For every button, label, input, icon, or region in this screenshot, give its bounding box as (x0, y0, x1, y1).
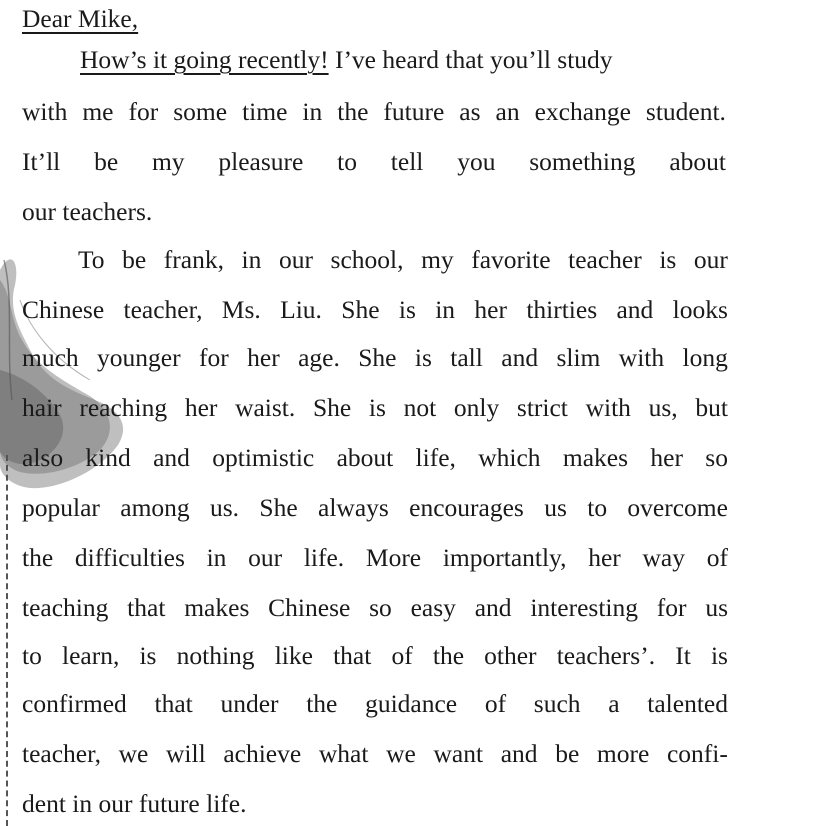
word: like (274, 641, 313, 670)
word: a (608, 689, 620, 718)
word: more (596, 739, 650, 768)
letter-line-16: dent in our future life. (22, 789, 247, 818)
word: we (118, 739, 149, 768)
letter-line-8 (22, 393, 728, 423)
word: for (656, 593, 687, 622)
word: that (333, 641, 372, 670)
word: with (22, 97, 68, 126)
word: to (587, 493, 608, 522)
word: so (369, 593, 392, 622)
word: with (585, 393, 631, 422)
word: looks (672, 295, 728, 324)
word: age. (298, 343, 340, 372)
word: time (242, 97, 288, 126)
word: teacher, (22, 739, 101, 768)
word: not (403, 393, 437, 422)
word: is (659, 245, 677, 274)
word: To (78, 245, 105, 274)
word: to (22, 641, 42, 670)
word: and (501, 343, 539, 372)
word: younger (97, 343, 181, 372)
word: confi- (666, 739, 728, 768)
word: her (650, 443, 683, 472)
letter-line-14 (22, 689, 728, 719)
letter-line-9 (22, 443, 728, 473)
word: interesting (530, 593, 638, 622)
letter-line-11 (22, 543, 728, 573)
word: and (153, 443, 190, 472)
word: as (459, 97, 481, 126)
word: life. (303, 543, 345, 572)
word: but (695, 393, 728, 422)
word: with (618, 343, 665, 372)
word: my (151, 147, 185, 176)
word: future (383, 97, 445, 126)
word: waist. (235, 393, 296, 422)
word: More (365, 543, 422, 572)
word: easy (410, 593, 456, 622)
word: for (199, 343, 229, 372)
word: her (474, 295, 507, 324)
salutation-text: Dear Mike, (22, 4, 139, 33)
word: teachers’. (556, 641, 656, 670)
word: nothing (176, 641, 255, 670)
letter-line-4: our teachers. (22, 197, 153, 226)
word: tell (390, 147, 424, 176)
letter-line-15 (22, 739, 728, 769)
word: kind (85, 443, 131, 472)
letter-line-2 (22, 97, 726, 127)
word: something (529, 147, 636, 176)
word: way (642, 543, 685, 572)
word: reaching (79, 393, 168, 422)
word: our (693, 245, 728, 274)
word: She (259, 493, 298, 522)
word: so (705, 443, 728, 472)
word: me (82, 97, 114, 126)
letter-line-3 (22, 147, 726, 177)
word: hair (22, 393, 62, 422)
word: some (173, 97, 228, 126)
word: learn, (61, 641, 120, 670)
dashed-margin-line (6, 455, 8, 826)
word: It’ll (22, 147, 61, 176)
word: strict (516, 393, 568, 422)
word: be (555, 739, 580, 768)
word: Chinese (22, 295, 105, 324)
word: teacher (568, 245, 642, 274)
word: us (705, 593, 728, 622)
word: of (484, 689, 507, 718)
salutation (22, 4, 138, 34)
word: in (206, 543, 227, 572)
word: her (247, 343, 280, 372)
line-1-rest: I’ve heard that you’ll study (328, 45, 613, 74)
word: my (421, 245, 454, 274)
word: the (337, 97, 369, 126)
word: makes (184, 593, 250, 622)
word: It (675, 641, 691, 670)
word: which (478, 443, 541, 472)
word: achieve (223, 739, 302, 768)
word: exchange (534, 97, 631, 126)
word: She (358, 343, 397, 372)
letter-line-5 (78, 245, 728, 275)
word: in (302, 97, 323, 126)
word: that (127, 593, 166, 622)
word: of (391, 641, 413, 670)
word: guidance (365, 689, 458, 718)
word: about (669, 147, 726, 176)
word: and (616, 295, 654, 324)
word: also (22, 443, 64, 472)
word: school, (330, 245, 404, 274)
word: student. (645, 97, 726, 126)
word: difficulties (74, 543, 185, 572)
word: be (122, 245, 147, 274)
word: and (500, 739, 538, 768)
word: is (710, 641, 728, 670)
word: under (220, 689, 279, 718)
word: for (128, 97, 159, 126)
word: our (278, 245, 313, 274)
word: the (306, 689, 338, 718)
word: talented (647, 689, 728, 718)
word: that (154, 689, 193, 718)
word: slim (556, 343, 601, 372)
word: her (588, 543, 621, 572)
word: always (318, 493, 389, 522)
word: among (120, 493, 190, 522)
word: pleasure (218, 147, 304, 176)
word: is (398, 295, 416, 324)
word: us, (648, 393, 678, 422)
word: is (414, 343, 432, 372)
word: other (484, 641, 537, 670)
word: such (533, 689, 581, 718)
word: the (22, 543, 54, 572)
word: will (166, 739, 206, 768)
word: want (433, 739, 484, 768)
word: only (453, 393, 500, 422)
word: teacher, (123, 295, 203, 324)
word: and (474, 593, 512, 622)
word: encourages (409, 493, 524, 522)
word: to (337, 147, 357, 176)
word: our (248, 543, 283, 572)
word: we (386, 739, 416, 768)
word: her (184, 393, 218, 422)
letter-line-6 (22, 295, 728, 325)
word: favorite (471, 245, 551, 274)
word: Chinese (268, 593, 351, 622)
word: much (22, 343, 79, 372)
word: is (139, 641, 157, 670)
letter-line-12 (22, 593, 728, 623)
word: popular (22, 493, 100, 522)
letter-line-1 (80, 45, 726, 75)
word: She (312, 393, 352, 422)
word: in (435, 295, 456, 324)
letter-line-7 (22, 343, 728, 373)
letter-line-13 (22, 641, 728, 671)
word: importantly, (442, 543, 567, 572)
word: us (544, 493, 567, 522)
word: tall (450, 343, 483, 372)
word: of (706, 543, 728, 572)
word: long (682, 343, 728, 372)
letter-line-10 (22, 493, 728, 523)
word: you (457, 147, 496, 176)
word: frank, (163, 245, 224, 274)
word: She (341, 295, 380, 324)
word: overcome (627, 493, 728, 522)
word: is (368, 393, 386, 422)
word: us. (210, 493, 240, 522)
word: Ms. (221, 295, 261, 324)
word: about (336, 443, 394, 472)
word: thirties (526, 295, 598, 324)
word: confirmed (22, 689, 127, 718)
word: be (94, 147, 119, 176)
underlined-greeting: How’s it going recently! (80, 45, 329, 74)
word: optimistic (212, 443, 315, 472)
word: Liu. (280, 295, 322, 324)
word: what (318, 739, 369, 768)
word: the (432, 641, 465, 670)
word: makes (562, 443, 629, 472)
word: teaching (22, 593, 109, 622)
word: an (495, 97, 520, 126)
word: in (241, 245, 262, 274)
word: life, (415, 443, 456, 472)
